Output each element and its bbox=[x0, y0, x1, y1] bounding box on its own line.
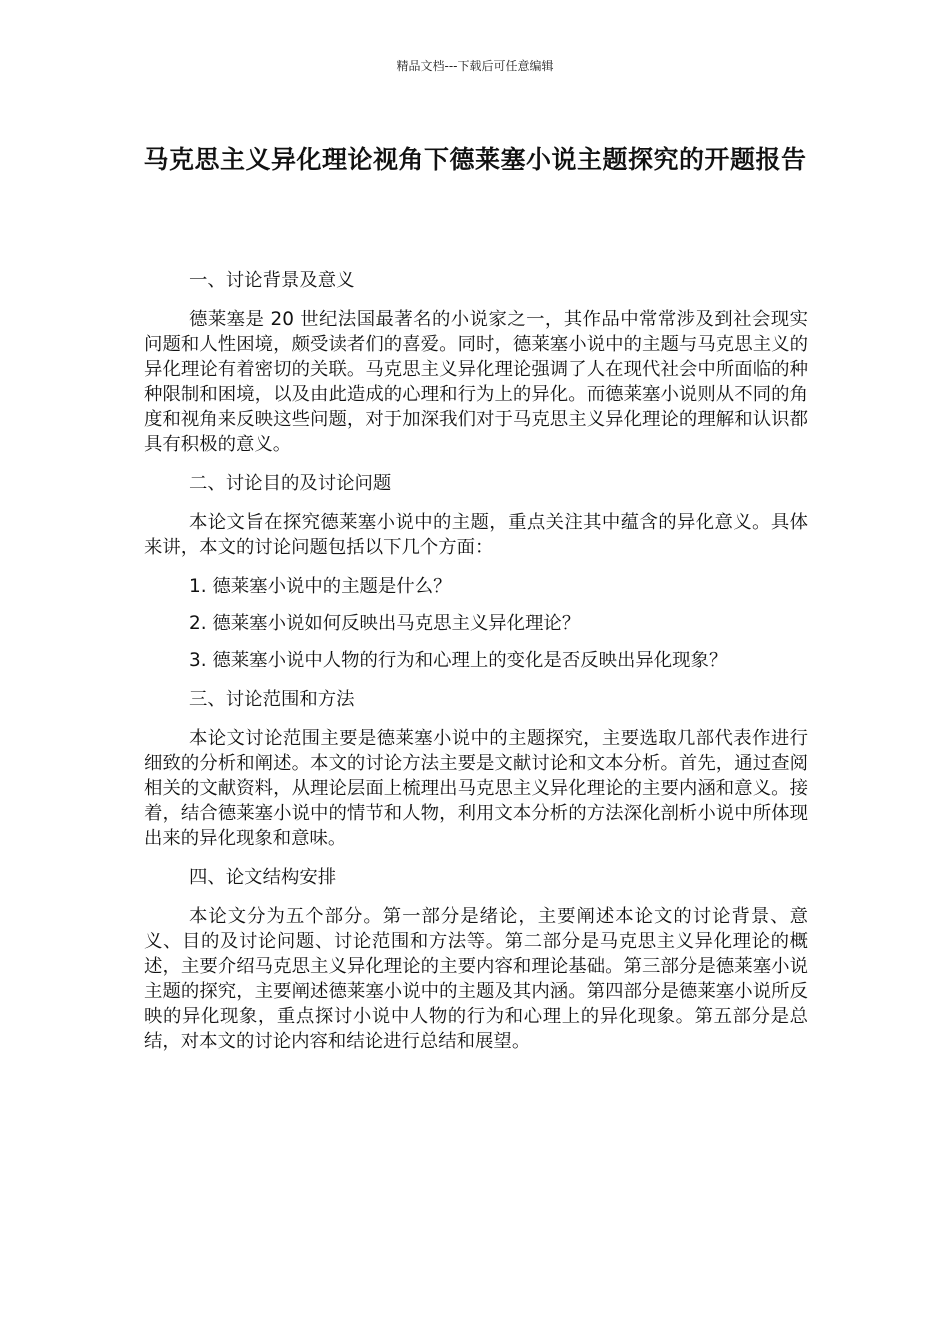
research-question-list bbox=[144, 574, 808, 673]
research-question: 1. 德莱塞小说中的主题是什么？ bbox=[189, 576, 452, 597]
section-paragraph: 本论文分为五个部分。第一部分是绪论，主要阐述本论文的讨论背景、意义、目的及讨论问题、讨论范围和方法等。第二部分是马克思主义异化理论的概述，主要介绍马克思主义异化理论的主要内容和理论基础。第三部分是德莱塞小说主题的探究，主要阐述德莱塞小说中的主题及其内涵。第四部分是德莱塞小说所反映的异化现象，重点探讨小说中人物的行为和心理上的异化现象。第五部分是总结，对本文的讨论内容和结论进行总结和展望。 bbox=[144, 906, 808, 1052]
section-heading: 三、讨论范围和方法 bbox=[189, 689, 355, 710]
section-heading: 四、论文结构安排 bbox=[189, 867, 337, 888]
section-paragraph: 本论文讨论范围主要是德莱塞小说中的主题探究，主要选取几部代表作进行细致的分析和阐述。本文的讨论方法主要是文献讨论和文本分析。首先，通过查阅相关的文献资料，从理论层面上梳理出马克思主义异化理论的主要内涵和意义。接着，结合德莱塞小说中的情节和人物，利用文本分析的方法深化剖析小说中所体现出来的异化现象和意味。 bbox=[144, 728, 808, 849]
section-paragraph: 德莱塞是 20 世纪法国最著名的小说家之一，其作品中常常涉及到社会现实问题和人性困境，颇受读者们的喜爱。同时，德莱塞小说中的主题与马克思主义的异化理论有着密切的关联。马克思主义异化理论强调了人在现代社会中所面临的种种限制和困境，以及由此造成的心理和行为上的异化。而德莱塞小说则从不同的角度和视角来反映这些问题，对于加深我们对于马克思主义异化理论的理解和认识都具有积极的意义。 bbox=[144, 309, 808, 455]
document-title: 马克思主义异化理论视角下德莱塞小说主题探究的开题报告 bbox=[143, 145, 807, 174]
section-objectives bbox=[144, 471, 808, 673]
page-header: 精品文档---下载后可任意编辑 bbox=[396, 59, 554, 73]
research-question: 3. 德莱塞小说中人物的行为和心理上的变化是否反映出异化现象？ bbox=[189, 650, 728, 671]
section-scope-method bbox=[144, 687, 808, 851]
research-question: 2. 德莱塞小说如何反映出马克思主义异化理论？ bbox=[189, 613, 581, 634]
section-heading: 一、讨论背景及意义 bbox=[189, 270, 355, 291]
section-heading: 二、讨论目的及讨论问题 bbox=[189, 473, 392, 494]
section-structure bbox=[144, 865, 808, 1054]
section-background bbox=[144, 268, 808, 457]
section-paragraph: 本论文旨在探究德莱塞小说中的主题，重点关注其中蕴含的异化意义。具体来讲，本文的讨论问题包括以下几个方面： bbox=[144, 512, 808, 558]
document-body bbox=[144, 268, 808, 1068]
